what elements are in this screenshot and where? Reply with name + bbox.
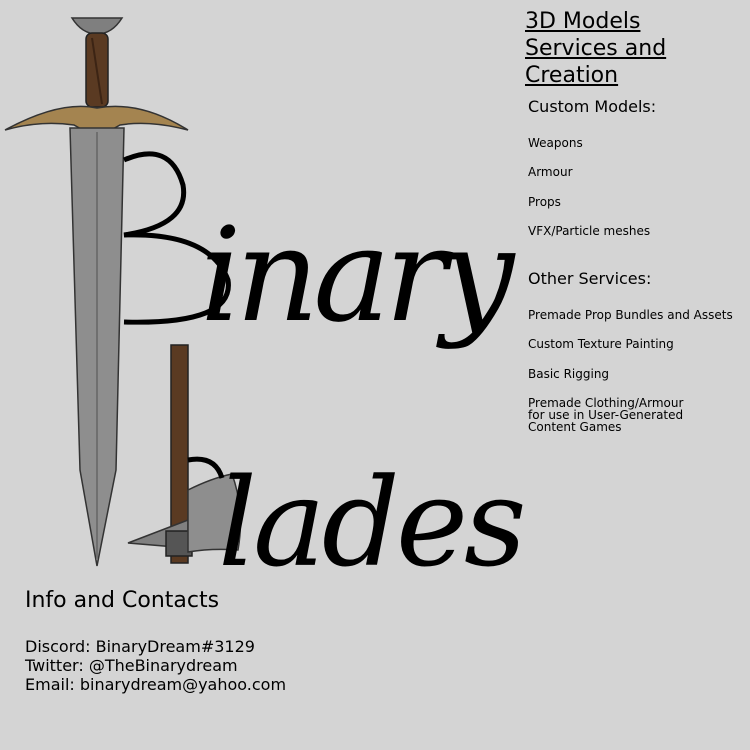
logo-word-top: inary (200, 199, 509, 351)
service-item-basic-rigging: Basic Rigging (528, 367, 610, 381)
other-services-title: Other Services: (528, 269, 652, 288)
service-item-armour: Armour (528, 165, 573, 179)
contact-discord: Discord: BinaryDream#3129 (25, 637, 255, 656)
service-item-vfx: VFX/Particle meshes (528, 224, 651, 238)
heading-line-3: Creation (525, 63, 619, 88)
contact-twitter: Twitter: @TheBinarydream (25, 656, 238, 675)
service-item-texture-painting: Custom Texture Painting (528, 337, 674, 351)
heading-line-1: 3D Models (525, 9, 641, 34)
logo-word-bottom: lades (218, 452, 523, 580)
service-item-clothing-armour: Premade Clothing/Armour for use in User-Generated Content Games (528, 396, 684, 434)
services-heading (525, 8, 666, 89)
service-item-prop-bundles: Premade Prop Bundles and Assets (528, 308, 733, 322)
custom-models-title: Custom Models: (528, 97, 657, 116)
service-item-props: Props (528, 195, 561, 209)
service-item-weapons: Weapons (528, 136, 583, 150)
sword-pommel (72, 18, 122, 34)
contact-email: Email: binarydream@yahoo.com (25, 675, 287, 694)
contacts-title: Info and Contacts (25, 588, 220, 613)
heading-line-2: Services and (525, 36, 667, 61)
